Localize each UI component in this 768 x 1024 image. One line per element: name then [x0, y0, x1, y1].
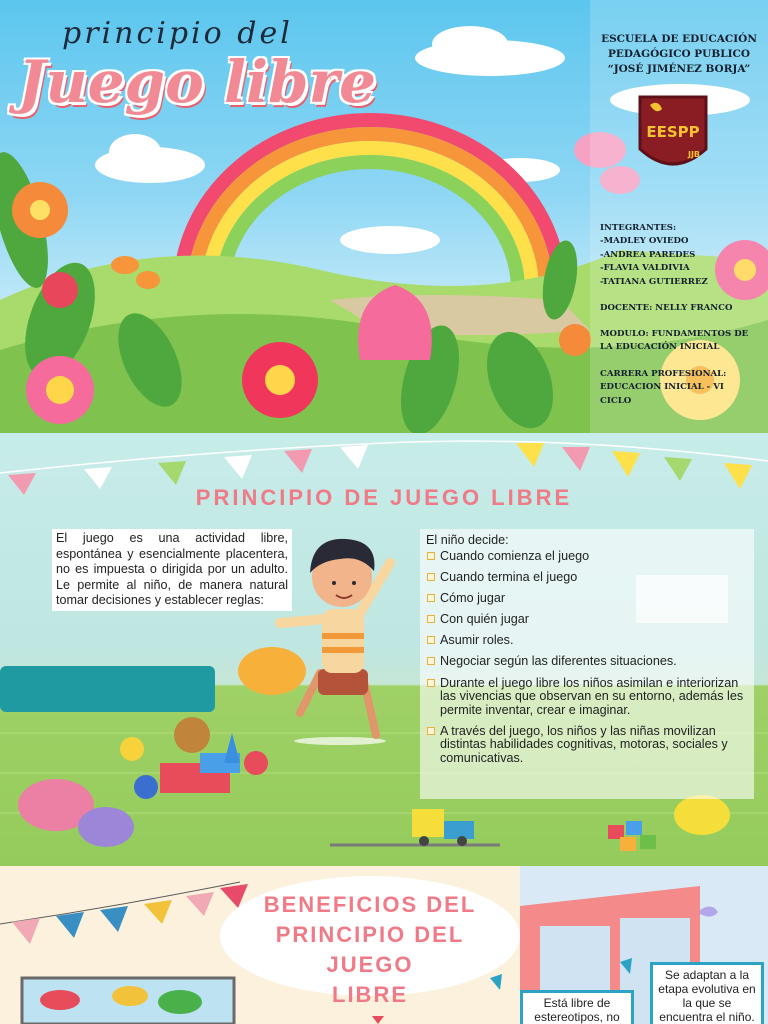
- integrante: -MADLEY OVIEDO: [600, 236, 689, 247]
- modulo-block: [600, 328, 748, 355]
- carrera-line: EDUCACION INICIAL - VI: [600, 382, 724, 393]
- docente: DOCENTE: NELLY FRANCO: [600, 303, 733, 313]
- square-bullet-icon: [427, 573, 435, 581]
- square-bullet-icon: [427, 657, 435, 665]
- benefits-title: [232, 890, 508, 1010]
- list-heading: El niño decide:: [426, 533, 509, 547]
- list-item-text: Cuando comienza el juego: [440, 549, 590, 563]
- cover-title-small: principio del: [62, 16, 293, 51]
- toys: [120, 717, 268, 799]
- list-item-text: Durante el juego libre los niños asimilan e interiorizan las vivencias que observan en su entorno, además les permite inventar, crear e imaginar.: [440, 675, 744, 717]
- logo-text: EESPP: [646, 123, 700, 141]
- square-bullet-icon: [427, 727, 435, 735]
- list-item: [426, 592, 748, 606]
- carrera-line: CARRERA PROFESIONAL:: [600, 369, 727, 379]
- decisions-list: [420, 529, 754, 799]
- list-item-text: Cuando termina el juego: [440, 570, 578, 585]
- list-item: [426, 725, 748, 766]
- cover-title-big: Juego libre: [18, 48, 377, 116]
- modulo-line: LA EDUCACIÓN INICIAL: [600, 342, 720, 353]
- list-item: [426, 677, 748, 718]
- list-item: [426, 655, 748, 669]
- child-illustration: [280, 539, 390, 745]
- bench: [0, 666, 215, 712]
- list-item: [426, 634, 748, 648]
- ball-yellow: [674, 795, 730, 835]
- school-name: [596, 32, 762, 77]
- square-bullet-icon: [427, 552, 435, 560]
- integrantes-block: [600, 222, 708, 289]
- carrera-block: [600, 368, 726, 408]
- principle-section: [0, 433, 768, 866]
- list-item: [426, 613, 748, 627]
- benefits-section: [0, 866, 768, 1024]
- intro-text: El juego es una actividad libre, espontánea y esencialmente placentera, no es impuesta o dirigida por un adulto. Le permite al niño, de manera natural tomar decisiones y establecer reglas:: [52, 529, 292, 611]
- square-bullet-icon: [427, 636, 435, 644]
- ball-purple: [78, 807, 134, 847]
- modulo-line: MODULO: FUNDAMENTOS DE: [600, 329, 749, 339]
- carrera-line: CICLO: [600, 395, 632, 406]
- school-line: ESCUELA DE EDUCACIÓN: [601, 33, 757, 45]
- list-item-text: Asumir roles.: [440, 633, 514, 648]
- benefit-card: Se adaptan a la etapa evolutiva en la que se encuentra el niño.: [650, 962, 764, 1024]
- school-logo: [636, 93, 710, 177]
- square-bullet-icon: [427, 594, 435, 602]
- school-line: “JOSÉ JIMÉNEZ BORJA”: [607, 63, 751, 75]
- list-item-text: Negociar según las diferentes situaciones.: [440, 654, 677, 669]
- list-item-text: A través del juego, los niños y las niñas movilizan distintas habilidades cognitivas, motoras, sociales y comunicativas.: [440, 723, 728, 766]
- benefits-title-line: PRINCIPIO DEL JUEGO: [275, 922, 465, 977]
- list-item: [426, 550, 748, 564]
- benefit-card: Está libre de estereotipos, no: [520, 990, 634, 1024]
- list-item-text: Cómo jugar: [440, 591, 506, 606]
- principle-title: PRINCIPIO DE JUEGO LIBRE: [195, 485, 573, 510]
- integrantes-label: INTEGRANTES:: [600, 223, 677, 233]
- benefits-title-line: LIBRE: [332, 982, 408, 1007]
- benefits-title-line: BENEFICIOS DEL: [263, 892, 477, 917]
- ball-orange: [238, 647, 306, 695]
- cover-section: [0, 0, 768, 433]
- integrante: -FLAVIA VALDIVIA: [600, 263, 690, 274]
- school-line: PEDAGÓGICO PUBLICO: [607, 48, 751, 60]
- blocks: [608, 821, 656, 851]
- square-bullet-icon: [427, 615, 435, 623]
- integrante: -TATIANA GUTIERREZ: [600, 276, 708, 287]
- list-item-text: Con quién jugar: [440, 612, 529, 627]
- logo-subtext: JJB: [687, 150, 701, 159]
- list-item: [426, 571, 748, 585]
- square-bullet-icon: [427, 679, 435, 687]
- integrante: -ANDREA PAREDES: [600, 249, 696, 260]
- toy-train: [330, 809, 500, 846]
